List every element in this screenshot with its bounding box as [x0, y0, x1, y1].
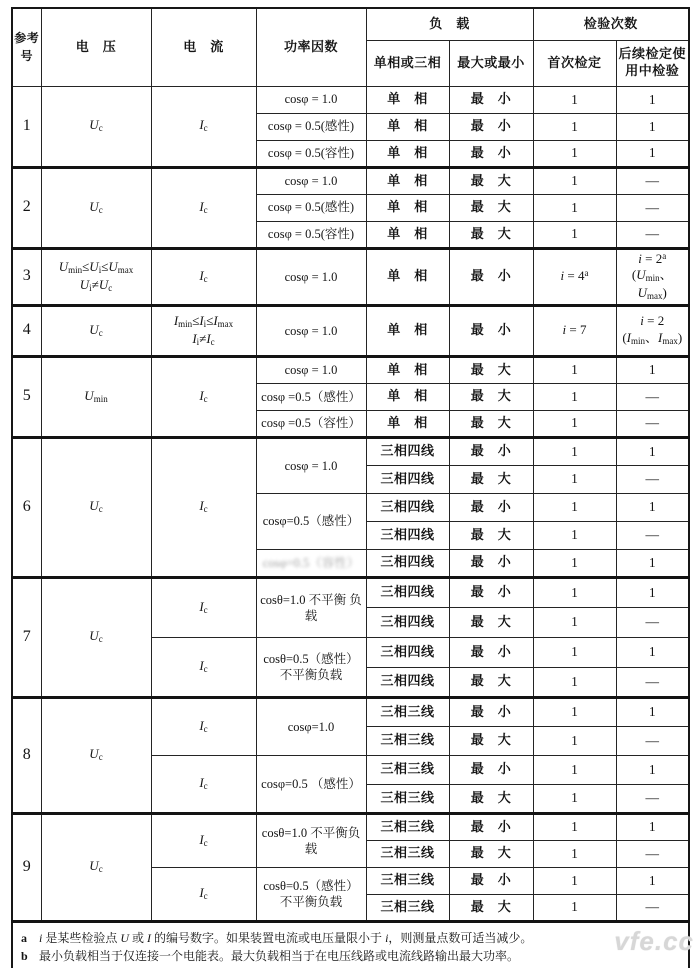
- pf-6-1: cosφ = 1.0: [256, 437, 366, 493]
- header-load: 负 载: [366, 8, 533, 40]
- header-load-phase: 单相或三相: [366, 40, 449, 86]
- voltage-4: $U_c$: [41, 305, 151, 356]
- pf-6-2: cosφ=0.5（感性）: [256, 493, 366, 549]
- first-2-1: 1: [533, 167, 616, 194]
- maxmin-2-3: 最 大: [449, 221, 533, 248]
- first-9-3: 1: [533, 867, 616, 894]
- voltage-8: $U_c$: [41, 697, 151, 813]
- maxmin-8-2: 最 大: [449, 726, 533, 755]
- maxmin-8-1: 最 小: [449, 697, 533, 726]
- phase-1-2: 单 相: [366, 113, 449, 140]
- phase-7-4: 三相四线: [366, 667, 449, 697]
- maxmin-9-2: 最 大: [449, 840, 533, 867]
- current-7-1: $I_c$: [151, 577, 256, 637]
- maxmin-6-2: 最 大: [449, 465, 533, 493]
- next-9-1: 1: [616, 813, 689, 840]
- footnote-b-marker: b: [21, 948, 28, 963]
- voltage-7: $U_c$: [41, 577, 151, 697]
- first-9-4: 1: [533, 894, 616, 921]
- first-8-2: 1: [533, 726, 616, 755]
- next-8-4: —: [616, 784, 689, 813]
- next-9-4: —: [616, 894, 689, 921]
- phase-8-1: 三相三线: [366, 697, 449, 726]
- maxmin-6-1: 最 小: [449, 437, 533, 465]
- current-2: $I_c$: [151, 167, 256, 248]
- maxmin-1-1: 最 小: [449, 86, 533, 113]
- first-4-1: i = 7: [533, 305, 616, 356]
- voltage-1: $U_c$: [41, 86, 151, 167]
- next-8-3: 1: [616, 755, 689, 784]
- voltage-5: $U_{min}$: [41, 356, 151, 437]
- phase-5-3: 单 相: [366, 410, 449, 437]
- maxmin-7-3: 最 小: [449, 637, 533, 667]
- next-7-3: 1: [616, 637, 689, 667]
- pf-1-3: cosφ = 0.5(容性): [256, 140, 366, 167]
- first-7-1: 1: [533, 577, 616, 607]
- first-3-1: $i = 4^a$: [533, 248, 616, 305]
- pf-7-2: cosθ=0.5（感性） 不平衡负载: [256, 637, 366, 697]
- first-7-2: 1: [533, 607, 616, 637]
- header-power-factor: 功率因数: [256, 8, 366, 86]
- header-ref: 参考号: [12, 8, 41, 86]
- phase-3-1: 单 相: [366, 248, 449, 305]
- next-7-1: 1: [616, 577, 689, 607]
- first-1-1: 1: [533, 86, 616, 113]
- pf-2-2: cosφ = 0.5(感性): [256, 194, 366, 221]
- first-1-3: 1: [533, 140, 616, 167]
- maxmin-9-1: 最 小: [449, 813, 533, 840]
- maxmin-9-3: 最 小: [449, 867, 533, 894]
- ref-9: 9: [12, 813, 41, 921]
- next-3-1: $i = 2^a$ ($U_{min}$、$U_{max}$): [616, 248, 689, 305]
- maxmin-6-3: 最 小: [449, 493, 533, 521]
- pf-7-1: cosθ=1.0 不平衡 负载: [256, 577, 366, 637]
- next-2-2: —: [616, 194, 689, 221]
- maxmin-6-5: 最 小: [449, 549, 533, 577]
- pf-2-3: cosφ = 0.5(容性): [256, 221, 366, 248]
- current-4: $I_{min}\le I_i\le I_{max}$ $I_i\ne I_c$: [151, 305, 256, 356]
- next-1-1: 1: [616, 86, 689, 113]
- next-8-2: —: [616, 726, 689, 755]
- ref-3: 3: [12, 248, 41, 305]
- first-6-5: 1: [533, 549, 616, 577]
- pf-1-2: cosφ = 0.5(感性): [256, 113, 366, 140]
- maxmin-7-2: 最 大: [449, 607, 533, 637]
- ref-2: 2: [12, 167, 41, 248]
- maxmin-8-3: 最 小: [449, 755, 533, 784]
- voltage-2: $U_c$: [41, 167, 151, 248]
- footnote-a-text: i 是某些检验点 U 或 I 的编号数字。如果装置电流或电压量限小于 i，则测量点数可适当减少。: [39, 930, 533, 945]
- phase-6-2: 三相四线: [366, 465, 449, 493]
- pf-9-1: cosθ=1.0 不平衡负载: [256, 813, 366, 867]
- footnote-a-marker: a: [21, 930, 27, 945]
- next-5-2: —: [616, 383, 689, 410]
- pf-5-2: cosφ =0.5（感性）: [256, 383, 366, 410]
- maxmin-9-4: 最 大: [449, 894, 533, 921]
- next-2-1: —: [616, 167, 689, 194]
- next-8-1: 1: [616, 697, 689, 726]
- current-8-1: $I_c$: [151, 697, 256, 755]
- footnote-b: [21, 947, 678, 965]
- maxmin-5-2: 最 大: [449, 383, 533, 410]
- next-2-3: —: [616, 221, 689, 248]
- phase-4-1: 单 相: [366, 305, 449, 356]
- meter-verification-table: [11, 7, 690, 968]
- phase-6-4: 三相四线: [366, 521, 449, 549]
- maxmin-6-4: 最 大: [449, 521, 533, 549]
- ref-4: 4: [12, 305, 41, 356]
- header-subsequent-check: 后续检定使用中检验: [616, 40, 689, 86]
- first-8-1: 1: [533, 697, 616, 726]
- first-6-1: 1: [533, 437, 616, 465]
- first-8-4: 1: [533, 784, 616, 813]
- phase-2-1: 单 相: [366, 167, 449, 194]
- voltage-3: $U_{min}\le U_i\le U_{max}$ $U_i\ne U_c$: [41, 248, 151, 305]
- current-9-1: $I_c$: [151, 813, 256, 867]
- header-first-check: 首次检定: [533, 40, 616, 86]
- maxmin-7-1: 最 小: [449, 577, 533, 607]
- current-6: $I_c$: [151, 437, 256, 577]
- pf-3-1: cosφ = 1.0: [256, 248, 366, 305]
- watermark-logo: vfe.cc: [614, 926, 694, 956]
- maxmin-1-2: 最 小: [449, 113, 533, 140]
- phase-9-3: 三相三线: [366, 867, 449, 894]
- maxmin-7-4: 最 大: [449, 667, 533, 697]
- next-9-2: —: [616, 840, 689, 867]
- next-6-3: 1: [616, 493, 689, 521]
- phase-9-1: 三相三线: [366, 813, 449, 840]
- maxmin-4-1: 最 小: [449, 305, 533, 356]
- first-2-3: 1: [533, 221, 616, 248]
- phase-8-2: 三相三线: [366, 726, 449, 755]
- pf-9-2: cosθ=0.5（感性） 不平衡负载: [256, 867, 366, 921]
- ref-7: 7: [12, 577, 41, 697]
- phase-5-2: 单 相: [366, 383, 449, 410]
- phase-6-5: 三相四线: [366, 549, 449, 577]
- first-2-2: 1: [533, 194, 616, 221]
- first-6-4: 1: [533, 521, 616, 549]
- current-8-2: $I_c$: [151, 755, 256, 813]
- footnote-a: [21, 929, 678, 947]
- ref-1: 1: [12, 86, 41, 167]
- first-5-3: 1: [533, 410, 616, 437]
- phase-7-3: 三相四线: [366, 637, 449, 667]
- phase-6-3: 三相四线: [366, 493, 449, 521]
- next-5-1: 1: [616, 356, 689, 383]
- maxmin-5-1: 最 大: [449, 356, 533, 383]
- phase-7-2: 三相四线: [366, 607, 449, 637]
- phase-5-1: 单 相: [366, 356, 449, 383]
- first-5-1: 1: [533, 356, 616, 383]
- voltage-9: $U_c$: [41, 813, 151, 921]
- maxmin-2-2: 最 大: [449, 194, 533, 221]
- next-9-3: 1: [616, 867, 689, 894]
- phase-9-2: 三相三线: [366, 840, 449, 867]
- header-current: 电 流: [151, 8, 256, 86]
- pf-5-1: cosφ = 1.0: [256, 356, 366, 383]
- maxmin-1-3: 最 小: [449, 140, 533, 167]
- header-load-maxmin: 最大或最小: [449, 40, 533, 86]
- first-1-2: 1: [533, 113, 616, 140]
- next-6-5: 1: [616, 549, 689, 577]
- ref-5: 5: [12, 356, 41, 437]
- next-1-2: 1: [616, 113, 689, 140]
- first-9-1: 1: [533, 813, 616, 840]
- first-5-2: 1: [533, 383, 616, 410]
- maxmin-3-1: 最 小: [449, 248, 533, 305]
- first-6-3: 1: [533, 493, 616, 521]
- next-6-1: 1: [616, 437, 689, 465]
- first-6-2: 1: [533, 465, 616, 493]
- pf-4-1: cosφ = 1.0: [256, 305, 366, 356]
- phase-9-4: 三相三线: [366, 894, 449, 921]
- phase-8-4: 三相三线: [366, 784, 449, 813]
- voltage-6: $U_c$: [41, 437, 151, 577]
- first-7-4: 1: [533, 667, 616, 697]
- pf-8-2: cosφ=0.5 （感性）: [256, 755, 366, 813]
- header-voltage: 电 压: [41, 8, 151, 86]
- pf-1-1: cosφ = 1.0: [256, 86, 366, 113]
- phase-1-3: 单 相: [366, 140, 449, 167]
- pf-5-3: cosφ =0.5（容性）: [256, 410, 366, 437]
- first-7-3: 1: [533, 637, 616, 667]
- phase-1-1: 单 相: [366, 86, 449, 113]
- pf-6-3: cosφ=0.5（容性）: [256, 549, 366, 577]
- next-4-1: i = 2 ($I_{min}$、$I_{max}$): [616, 305, 689, 356]
- current-1: $I_c$: [151, 86, 256, 167]
- next-7-4: —: [616, 667, 689, 697]
- phase-6-1: 三相四线: [366, 437, 449, 465]
- first-9-2: 1: [533, 840, 616, 867]
- ref-6: 6: [12, 437, 41, 577]
- header-checks: 检验次数: [533, 8, 689, 40]
- current-3: $I_c$: [151, 248, 256, 305]
- maxmin-2-1: 最 大: [449, 167, 533, 194]
- pf-8-1: cosφ=1.0: [256, 697, 366, 755]
- ref-8: 8: [12, 697, 41, 813]
- pf-2-1: cosφ = 1.0: [256, 167, 366, 194]
- maxmin-8-4: 最 大: [449, 784, 533, 813]
- next-6-4: —: [616, 521, 689, 549]
- current-9-2: $I_c$: [151, 867, 256, 921]
- next-5-3: —: [616, 410, 689, 437]
- current-5: $I_c$: [151, 356, 256, 437]
- current-7-2: $I_c$: [151, 637, 256, 697]
- footnote-b-text: 最小负载相当于仅连接一个电能表。最大负载相当于在电压线路或电流线路输出最大功率。: [39, 948, 520, 963]
- maxmin-5-3: 最 大: [449, 410, 533, 437]
- footnotes-cell: [12, 921, 689, 968]
- first-8-3: 1: [533, 755, 616, 784]
- phase-8-3: 三相三线: [366, 755, 449, 784]
- phase-2-3: 单 相: [366, 221, 449, 248]
- next-1-3: 1: [616, 140, 689, 167]
- phase-2-2: 单 相: [366, 194, 449, 221]
- next-7-2: —: [616, 607, 689, 637]
- next-6-2: —: [616, 465, 689, 493]
- phase-7-1: 三相四线: [366, 577, 449, 607]
